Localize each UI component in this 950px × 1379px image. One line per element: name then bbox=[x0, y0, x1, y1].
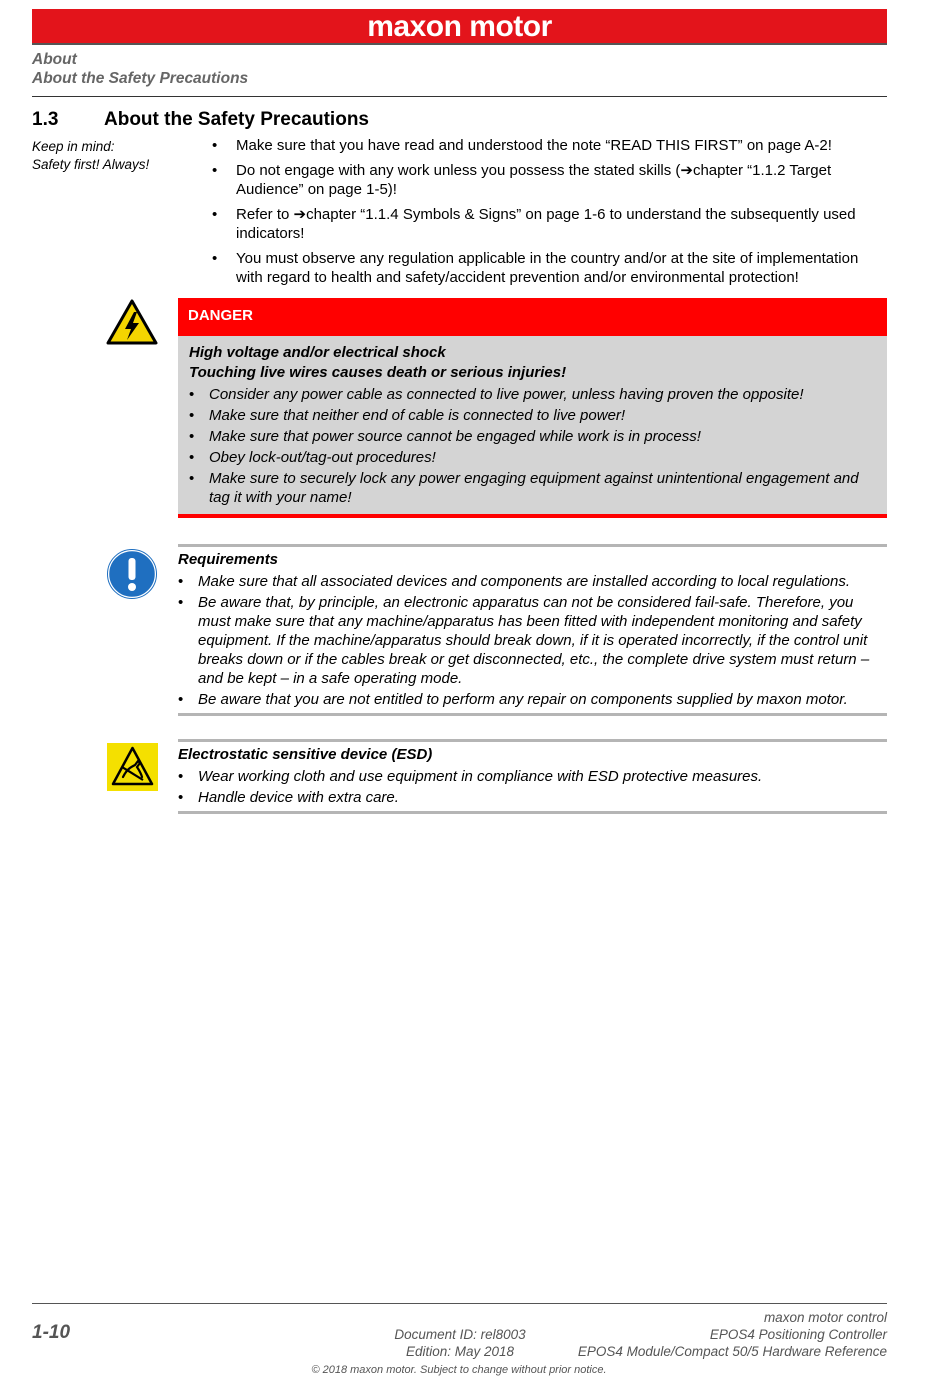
danger-heading: High voltage and/or electrical shock bbox=[189, 344, 446, 361]
page-number: 1-10 bbox=[32, 1322, 71, 1343]
list-item: • You must observe any regulation applicable in the country and/or at the site of implementation with regard to health and safety/accident prevention and/or environmental protection! bbox=[212, 249, 887, 287]
brand-header-bar bbox=[32, 9, 887, 45]
list-item: • Make sure that neither end of cable is connected to live power! bbox=[189, 406, 879, 425]
footer-reference: EPOS4 Module/Compact 50/5 Hardware Reference bbox=[577, 1344, 887, 1359]
danger-bottom-rule bbox=[178, 514, 887, 518]
requirements-block bbox=[178, 550, 887, 709]
breadcrumb-chapter: About bbox=[32, 51, 77, 68]
esd-bottom-rule bbox=[178, 811, 887, 814]
breadcrumb-section: About the Safety Precautions bbox=[32, 70, 249, 87]
esd-list bbox=[178, 767, 887, 807]
header-divider bbox=[32, 96, 887, 97]
esd-block bbox=[178, 745, 887, 807]
list-item: • Make sure that all associated devices and components are installed according to local regulations. bbox=[178, 572, 887, 591]
requirements-top-rule bbox=[178, 544, 887, 547]
danger-list bbox=[189, 385, 879, 507]
list-item: • Handle device with extra care. bbox=[178, 788, 887, 807]
esd-warning-icon bbox=[107, 743, 158, 791]
footer-company: maxon motor control bbox=[763, 1310, 887, 1325]
danger-body bbox=[178, 336, 887, 514]
footer-product: EPOS4 Positioning Controller bbox=[709, 1327, 887, 1342]
edition: Edition: May 2018 bbox=[405, 1344, 515, 1359]
requirements-bottom-rule bbox=[178, 713, 887, 716]
copyright-notice: © 2018 maxon motor. Subject to change without prior notice. bbox=[311, 1364, 607, 1376]
list-item: • Do not engage with any work unless you possess the stated skills (➔chapter “1.1.2 Target Audience” on page 1-5)! bbox=[212, 161, 887, 199]
side-note-line: Keep in mind: bbox=[32, 139, 115, 154]
esd-top-rule bbox=[178, 739, 887, 742]
list-item: • Wear working cloth and use equipment in compliance with ESD protective measures. bbox=[178, 767, 887, 786]
section-title: About the Safety Precautions bbox=[104, 109, 369, 130]
list-item: • Obey lock-out/tag-out procedures! bbox=[189, 448, 879, 467]
list-item: • Be aware that, by principle, an electronic apparatus can not be considered fail-safe. Therefore, you must make sure that any machine/apparatus has been fitted with independent monitoring and safety equipment. If the machine/apparatus should break down, if it is operated incorrectly, if the control unit breaks down or if the cables break or get disconnected, etc., the complete drive system must return – and be kept – in a safe operating mode. bbox=[178, 593, 887, 688]
intro-bullet-list bbox=[212, 136, 887, 293]
requirements-list bbox=[178, 572, 887, 709]
requirements-heading: Requirements bbox=[178, 551, 279, 568]
section-number: 1.3 bbox=[32, 109, 59, 130]
footer-divider bbox=[32, 1303, 887, 1304]
list-item: • Consider any power cable as connected to live power, unless having proven the opposite! bbox=[189, 385, 879, 404]
danger-subheading: Touching live wires causes death or serious injuries! bbox=[189, 364, 567, 381]
list-item: • Refer to ➔chapter “1.1.4 Symbols & Signs” on page 1-6 to understand the subsequently used indicators! bbox=[212, 205, 887, 243]
list-item: • Make sure that you have read and understood the note “READ THIS FIRST” on page A-2! bbox=[212, 136, 887, 155]
document-id: Document ID: rel8003 bbox=[394, 1327, 526, 1342]
exclamation-mandatory-icon bbox=[107, 549, 157, 599]
danger-label: DANGER bbox=[188, 307, 254, 324]
list-item: • Make sure that power source cannot be engaged while work is in process! bbox=[189, 427, 879, 446]
high-voltage-warning-icon bbox=[106, 298, 158, 346]
danger-header bbox=[178, 298, 887, 336]
side-note-line: Safety first! Always! bbox=[32, 157, 150, 172]
brand-logo-text: maxon motor bbox=[367, 10, 552, 43]
list-item: • Make sure to securely lock any power engaging equipment against unintentional engagement and tag it with your name! bbox=[189, 469, 879, 507]
side-note bbox=[32, 138, 149, 174]
esd-heading: Electrostatic sensitive device (ESD) bbox=[178, 746, 433, 763]
list-item: • Be aware that you are not entitled to perform any repair on components supplied by maxon motor. bbox=[178, 690, 887, 709]
